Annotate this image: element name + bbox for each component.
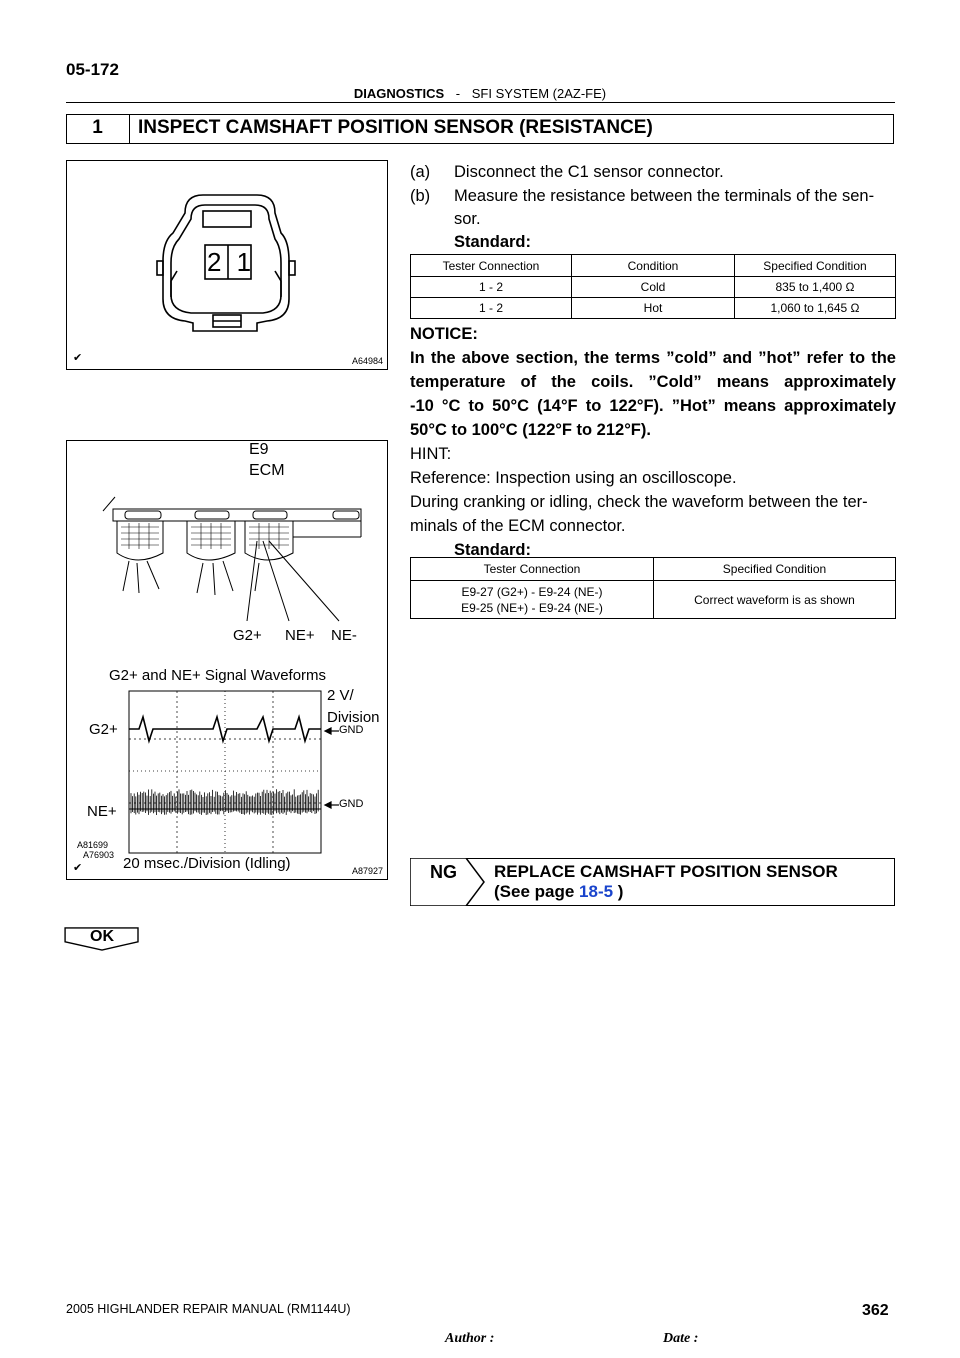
manual-footer: 2005 HIGHLANDER REPAIR MANUAL (RM1144U): [66, 1302, 351, 1316]
instruction-b-text-2: sor.: [454, 210, 481, 228]
instruction-a-text: Disconnect the C1 sensor connector.: [454, 163, 724, 181]
hint-line-3: minals of the ECM connector.: [410, 517, 626, 535]
table-header: Specified Condition: [654, 558, 896, 581]
ecm-connector-name: E9: [249, 441, 269, 458]
instruction-b-text-1: Measure the resistance between the terminals of the sen-: [454, 187, 875, 205]
trace-label-g2: G2+: [89, 721, 118, 738]
step-title: INSPECT CAMSHAFT POSITION SENSOR (RESISTANCE): [138, 117, 653, 138]
see-page-prefix: (See page: [494, 882, 580, 901]
waveform-spec-table: [410, 557, 896, 619]
table-cell: 1,060 to 1,645 Ω: [735, 298, 896, 319]
ng-label: NG: [430, 862, 457, 882]
page-link-18-5[interactable]: 18-5: [579, 882, 614, 901]
ng-action-line-1: REPLACE CAMSHAFT POSITION SENSOR: [494, 862, 838, 881]
instruction-b-label: (b): [410, 187, 431, 205]
step-number: 1: [66, 114, 130, 144]
pin-label-ne-minus: NE-: [331, 627, 357, 644]
table-row: [411, 277, 896, 298]
terminal-numbers: 2 1: [207, 247, 256, 277]
ecm-connector-desc: ECM: [249, 462, 285, 479]
gnd-label-2: GND: [339, 798, 364, 810]
standard-label-1: Standard:: [454, 233, 532, 251]
ref-code-2: A76903: [83, 850, 115, 860]
notice-line-3: -10 °C to 50°C (14°F to 122°F). ”Hot” means approximately: [410, 397, 896, 415]
gnd-label-1: GND: [339, 724, 364, 736]
resistance-spec-table: [410, 254, 896, 319]
table-row: [411, 298, 896, 319]
subsection-name: SFI SYSTEM (2AZ-FE): [471, 86, 607, 101]
page-number: 05-172: [66, 60, 119, 79]
waveform-title: G2+ and NE+ Signal Waveforms: [109, 667, 327, 684]
connection-line-2: E9-25 (NE+) - E9-24 (NE-): [461, 600, 603, 615]
hint-line-2: During cranking or idling, check the waveform between the ter-: [410, 493, 868, 511]
instruction-a-label: (a): [410, 163, 431, 181]
table-header: Condition: [572, 255, 735, 277]
connector-front-icon: ✔: [73, 352, 83, 364]
notice-line-1: In the above section, the terms ”cold” and ”hot” refer to the: [410, 349, 896, 367]
voltage-division-line2: Division: [327, 709, 380, 726]
notice-line-2: temperature of the coils. ”Cold” means approximately: [410, 373, 896, 391]
notice-line-4: 50°C to 100°C (122°F to 212°F).: [410, 421, 651, 439]
figure2-code: A87927: [351, 866, 383, 876]
table-header-row: [411, 255, 896, 277]
table-cell: 1 - 2: [411, 298, 572, 319]
section-header: [0, 86, 960, 101]
time-division-label: 20 msec./Division (Idling): [123, 855, 291, 872]
table-cell: Cold: [572, 277, 735, 298]
header-rule: [66, 102, 895, 103]
header-separator: -: [455, 86, 461, 101]
notice-title: NOTICE:: [410, 325, 478, 343]
ok-label: OK: [90, 928, 114, 945]
ref-code-1: A81699: [77, 840, 109, 850]
table-cell: 835 to 1,400 Ω: [735, 277, 896, 298]
table-cell: Correct waveform is as shown: [654, 581, 896, 619]
table-cell: Hot: [572, 298, 735, 319]
hint-line-1: Reference: Inspection using an oscilloscope.: [410, 469, 737, 487]
table-header: Specified Condition: [735, 255, 896, 277]
hint-title: HINT:: [410, 445, 452, 463]
table-cell: 1 - 2: [411, 277, 572, 298]
connection-line-1: E9-27 (G2+) - E9-24 (NE-): [461, 584, 603, 599]
sensor-connector-figure: [66, 160, 388, 370]
author-label: Author :: [445, 1331, 495, 1346]
table-header: Tester Connection: [411, 255, 572, 277]
date-label: Date :: [663, 1331, 699, 1346]
see-page-suffix: ): [613, 882, 624, 901]
section-name: DIAGNOSTICS: [353, 86, 445, 101]
trace-label-ne: NE+: [87, 803, 117, 820]
ng-action-line-2: [494, 882, 623, 902]
pin-label-ne-plus: NE+: [285, 627, 315, 644]
table-header: Tester Connection: [411, 558, 654, 581]
connector-front-icon-2: ✔: [73, 862, 83, 874]
table-header-row: [411, 558, 896, 581]
pin-label-g2: G2+: [233, 627, 262, 644]
figure1-code: A64984: [351, 356, 383, 366]
ecm-waveform-figure: [66, 440, 388, 880]
footer-page-number: 362: [862, 1302, 889, 1319]
table-row: [411, 581, 896, 619]
standard-label-2: Standard:: [454, 541, 532, 559]
voltage-division-line1: 2 V/: [327, 687, 354, 704]
table-cell: [411, 581, 654, 619]
